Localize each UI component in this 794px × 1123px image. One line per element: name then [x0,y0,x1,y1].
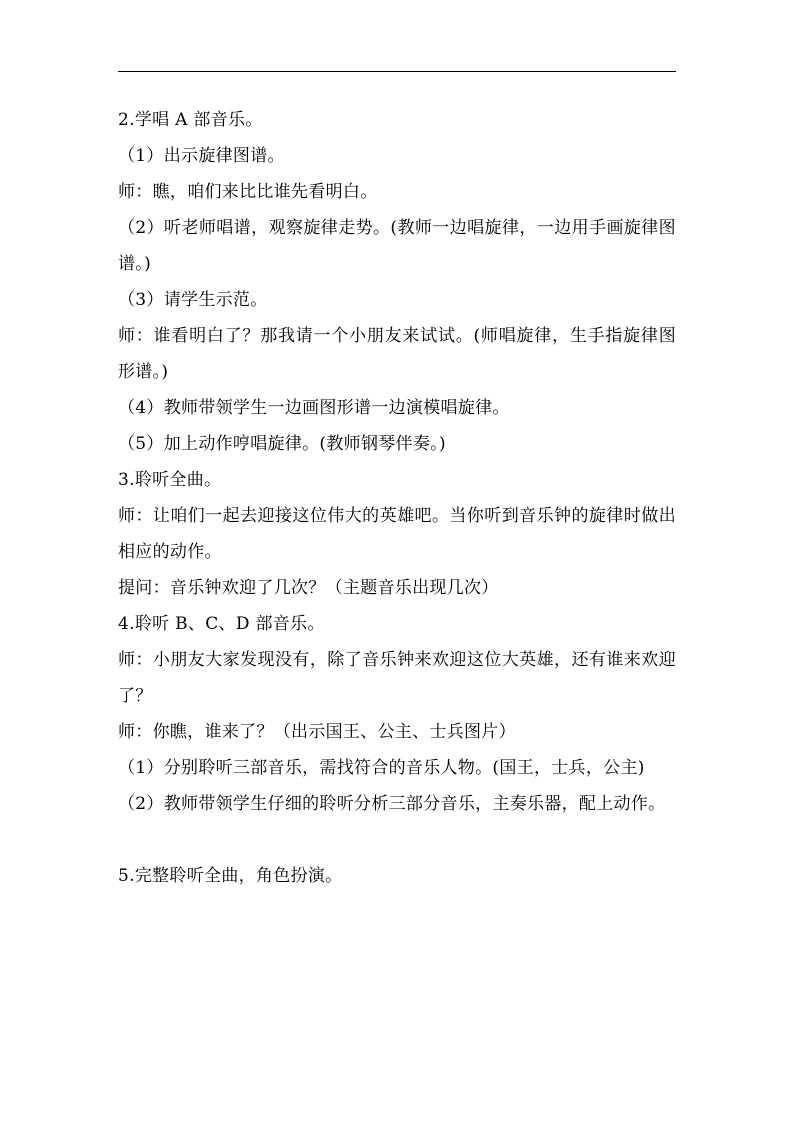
paragraph-sub-2: （2）教师带领学生仔细的聆听分析三部分音乐，主奏乐器，配上动作。 [118,794,666,814]
paragraph-step-2: （2）听老师唱谱，观察旋律走势。(教师一边唱旋律，一边用手画旋律图谱。) [118,218,676,274]
section-heading-5: 5.完整聆听全曲，角色扮演。 [118,866,343,886]
paragraph-teacher-3: 师：让咱们一起去迎接这位伟大的英雄吧。当你听到音乐钟的旋律时做出相应的动作。 [118,506,676,562]
paragraph-step-3: （3）请学生示范。 [118,290,268,310]
paragraph-teacher-4: 师：小朋友大家发现没有，除了音乐钟来欢迎这位大英雄，还有谁来欢迎了？ [118,650,676,706]
paragraph-question: 提问：音乐钟欢迎了几次？（主题音乐出现几次） [118,578,499,598]
paragraph-step-5: （5）加上动作哼唱旋律。(教师钢琴伴奏。) [118,434,446,454]
section-heading-2: 2.学唱 A 部音乐。 [118,110,263,130]
paragraph-step-4: （4）教师带领学生一边画图形谱一边演模唱旋律。 [118,398,510,418]
document-body [118,102,676,894]
paragraph-teacher-2: 师：谁看明白了？那我请一个小朋友来试试。(师唱旋律，生手指旋律图形谱。) [118,326,676,382]
paragraph-sub-1: （1）分别聆听三部音乐，需找符合的音乐人物。(国王，士兵，公主) [118,758,645,778]
section-heading-4: 4.聆听 B、C、D 部音乐。 [118,614,325,634]
paragraph-step-1: （1）出示旋律图谱。 [118,146,285,166]
paragraph-teacher-5: 师：你瞧，谁来了？（出示国王、公主、士兵图片） [118,722,516,742]
paragraph-teacher-1: 师：瞧，咱们来比比谁先看明白。 [118,182,378,202]
header-rule [118,71,676,72]
section-heading-3: 3.聆听全曲。 [118,470,222,490]
